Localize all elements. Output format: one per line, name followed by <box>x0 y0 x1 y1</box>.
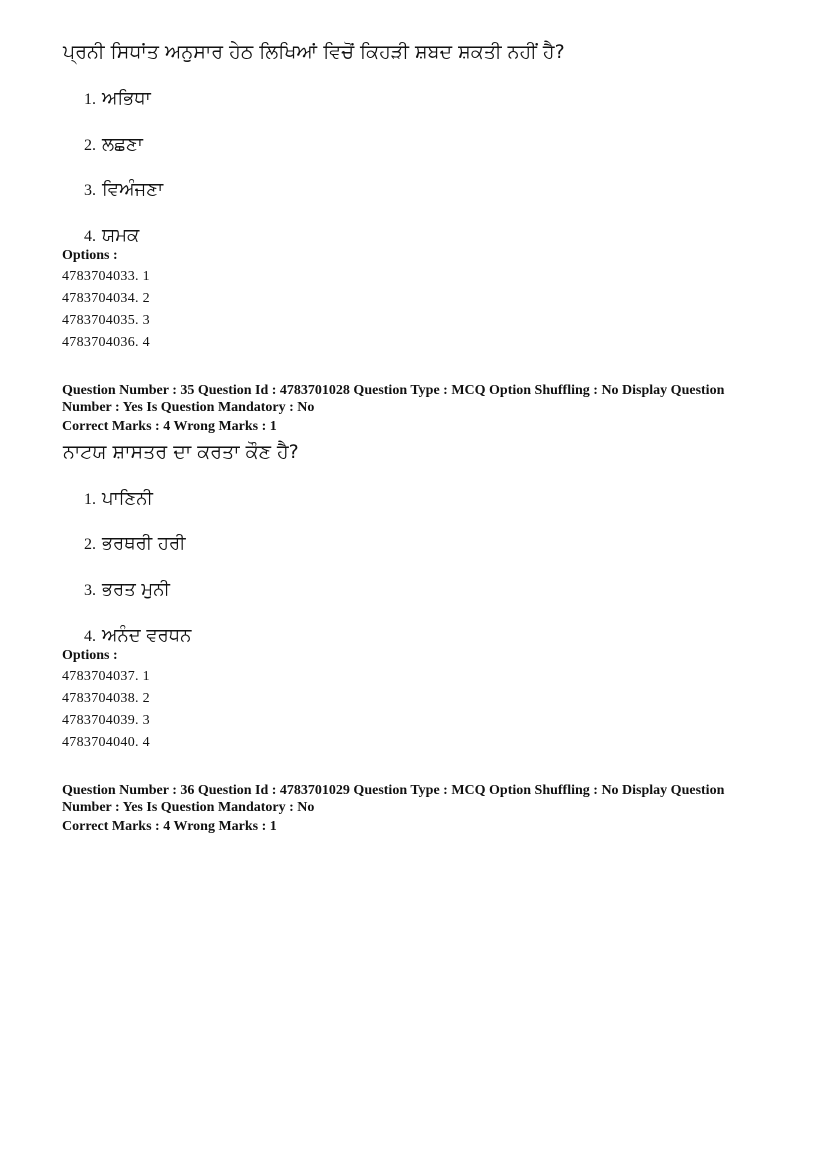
choice-number: 1. <box>84 491 96 508</box>
question-text: ਪ੍ਰਨੀ ਸਿਧਾਂਤ ਅਨੁਸਾਰ ਹੇਠ ਲਿਖਿਆਂ ਵਿਚੋਂ ਕਿਹੜੀ ਸ਼ਬਦ ਸ਼ਕਤੀ ਨਹੀਂ ਹੈ? <box>63 41 565 63</box>
choice-text: ਲਛਣਾ <box>102 134 143 155</box>
question-meta: Question Number : 35 Question Id : 4783701028 Question Type : MCQ Option Shuffling : No Display Question Number : Yes Is Question Mandatory : No <box>62 383 725 415</box>
option-id: 4783704037. 1 <box>62 669 150 684</box>
option-id: 4783704033. 1 <box>62 269 150 284</box>
choice-3 <box>84 579 170 600</box>
question-meta: Question Number : 36 Question Id : 4783701029 Question Type : MCQ Option Shuffling : No Display Question Number : Yes Is Question Mandatory : No <box>62 783 725 815</box>
choice-number: 3. <box>84 182 96 199</box>
choice-text: ਵਿਅੰਜਣਾ <box>102 179 164 200</box>
option-id: 4783704038. 2 <box>62 691 150 706</box>
option-id: 4783704036. 4 <box>62 335 150 350</box>
choice-number: 2. <box>84 536 96 553</box>
choice-2 <box>84 533 186 554</box>
choice-text: ਪਾਣਿਨੀ <box>102 488 153 509</box>
option-id: 4783704034. 2 <box>62 291 150 306</box>
choice-number: 3. <box>84 582 96 599</box>
choice-3 <box>84 179 163 200</box>
choice-number: 1. <box>84 91 96 108</box>
choice-1 <box>84 488 153 509</box>
choice-text: ਅਨੰਦ ਵਰਧਨ <box>102 625 192 646</box>
choice-4 <box>84 625 191 646</box>
question-marks: Correct Marks : 4 Wrong Marks : 1 <box>62 419 277 434</box>
choice-4 <box>84 225 139 246</box>
option-id: 4783704040. 4 <box>62 735 150 750</box>
question-marks: Correct Marks : 4 Wrong Marks : 1 <box>62 819 277 834</box>
choice-2 <box>84 134 143 155</box>
option-id: 4783704035. 3 <box>62 313 150 328</box>
choice-text: ਭਰਥਰੀ ਹਰੀ <box>102 533 186 554</box>
choice-text: ਭਰਤ ਮੁਨੀ <box>102 579 170 600</box>
choice-number: 2. <box>84 137 96 154</box>
choice-number: 4. <box>84 228 96 245</box>
question-text: ਨਾਟਯ ਸ਼ਾਸਤਰ ਦਾ ਕਰਤਾ ਕੌਣ ਹੈ? <box>63 441 299 463</box>
option-id: 4783704039. 3 <box>62 713 150 728</box>
options-label: Options : <box>62 648 118 663</box>
choice-1 <box>84 88 151 109</box>
choice-text: ਅਭਿਧਾ <box>102 88 151 109</box>
choice-text: ਯਮਕ <box>102 225 140 246</box>
options-label: Options : <box>62 248 118 263</box>
choice-number: 4. <box>84 628 96 645</box>
